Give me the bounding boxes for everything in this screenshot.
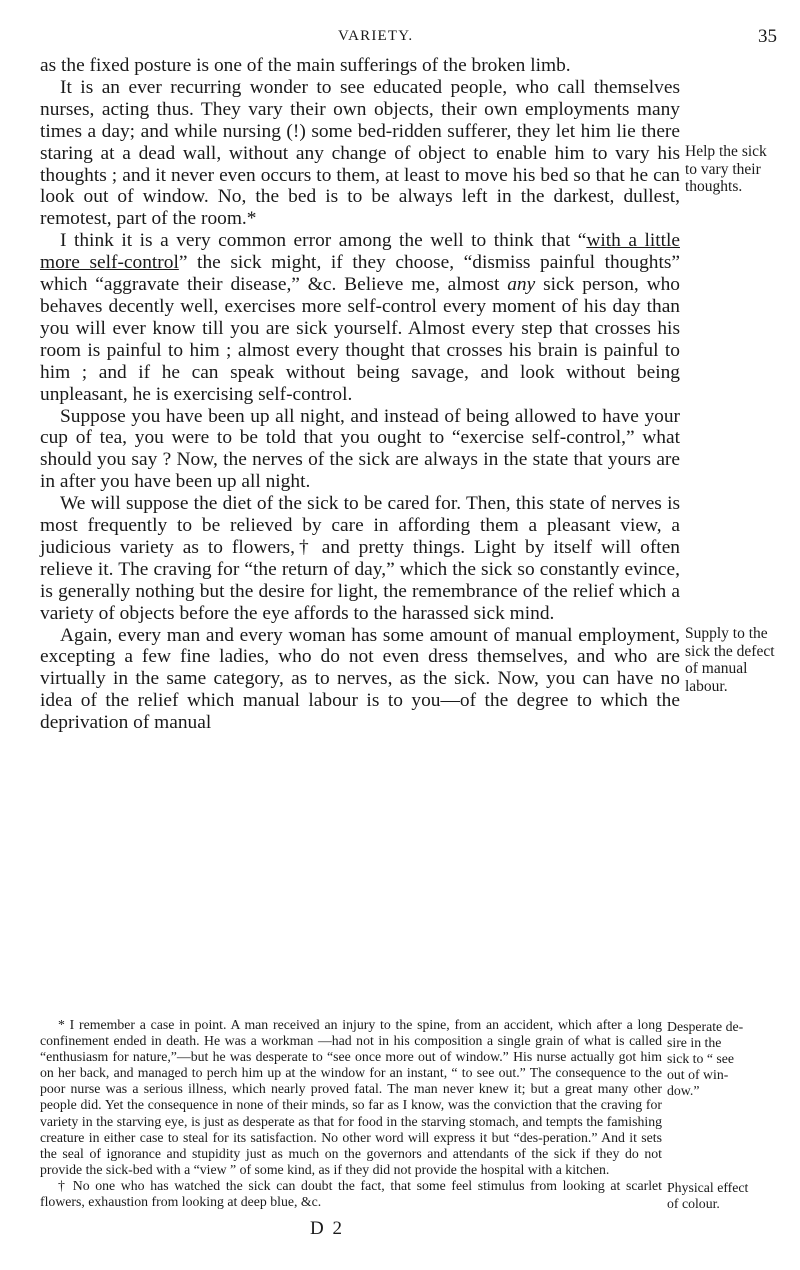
margin-note-supply xyxy=(685,625,800,695)
margin-note-desperate xyxy=(667,1019,800,1099)
page-number: 35 xyxy=(758,26,777,47)
margin-note-line: Help the sick xyxy=(685,143,767,160)
margin-note-line: thoughts. xyxy=(685,178,743,195)
text-run: sick person, who behaves decently well, exercises more self-control every moment of his day than you will ever know till you are sick yourself. Almost every step that crosses his room is painful to him ; almost every thought that crosses his brain is painful to him ; and if he can speak without being savage, and look without being unpleasant, he is exercising self-control. xyxy=(40,274,680,405)
footnote: † No one who has watched the sick can doubt the fact, that some feel stimulus from looking at scarlet flowers, exhaustion from looking at deep blue, &c. xyxy=(40,1177,662,1210)
paragraph: We will suppose the diet of the sick to be cared for. Then, this state of nerves is most frequently to be relieved by care in affording them a pleasant view, a judicious variety as to flowers,† and pretty things. Light by itself will often relieve it. The craving for “the return of day,” which the sick so constantly evince, is generally nothing but the desire for light, the remembrance of the relief which a variety of objects before the eye affords to the harassed sick mind. xyxy=(40,493,680,624)
margin-note-line: Physical effect xyxy=(667,1180,749,1195)
body-text xyxy=(40,55,680,734)
margin-note-line: sire in the xyxy=(667,1035,722,1050)
margin-note-line: sick the defect xyxy=(685,642,775,660)
footnotes xyxy=(40,1017,662,1210)
underlined-phrase: with a little more self-control xyxy=(40,230,680,274)
text-run: I think it is a very common error among the well to think that “ xyxy=(60,230,587,252)
emphasis: any xyxy=(507,274,536,296)
margin-note-line: out of win- xyxy=(667,1067,729,1082)
running-title: VARIETY. xyxy=(338,28,414,44)
margin-note-line: labour. xyxy=(685,677,728,695)
margin-note-line: Desperate de- xyxy=(667,1019,744,1034)
margin-note-line: to vary their xyxy=(685,160,761,178)
paragraph: It is an ever recurring wonder to see educated people, who call themselves nurses, acting thus. They vary their own objects, their own employments many times a day; and while nursing (!) some bed-ridden sufferer, they let him lie there staring at a dead wall, without any change of object to enable him to vary his thoughts ; and it never even occurs to them, at least to move his bed so that he can look out of window. No, the bed is to be always left in the darkest, dullest, remotest, part of the room.* xyxy=(40,76,680,230)
margin-note-line: dow.” xyxy=(667,1083,700,1098)
margin-note-line: sick to “ see xyxy=(667,1051,735,1066)
margin-note-help xyxy=(685,143,800,196)
text-run: ” the sick might, if they choose, “dismiss painful thoughts” which “aggravate their disease,” &c. Believe me, almost xyxy=(40,252,680,296)
footnote: * I remember a case in point. A man received an injury to the spine, from an accident, which after a long confinement ended in death. He was a workman —had not in his composition a single grain of what is called “enthusiasm for nature,”—but he was desperate to “see once more out of window.” His nurse actually got him on her back, and managed to perch him up at the window for an instant, “ to see out.” The consequence to the poor nurse was a serious illness, which nearly proved fatal. The man never knew it; but a great many other people did. Yet the consequence in none of their minds, so far as I know, was the conviction that the craving for variety in the starving eye, is just as desperate as that for food in the starving stomach, and tempts the famishing creature in either case to steal for its satisfaction. No other word will express it but “des-peration.” And it sets the seal of ignorance and stupidity just as much on the governors and attendants of the sick if they do not provide the sick-bed with a “view ” of some kind, as if they did not provide the hospital with a kitchen. xyxy=(40,1017,662,1177)
page-header xyxy=(0,26,800,50)
signature-mark: D 2 xyxy=(310,1218,344,1239)
margin-note-line: Supply to the xyxy=(685,625,768,642)
paragraph: Again, every man and every woman has some amount of manual employment, excepting a few fine ladies, who do not even dress themselves, and who are virtually in the same category, as to nerves, as the sick. Now, you can have no idea of the relief which manual labour is to you—of the degree to which the deprivation of manual xyxy=(40,624,680,734)
paragraph xyxy=(40,230,680,405)
margin-note-line: of colour. xyxy=(667,1196,720,1211)
margin-note-physical xyxy=(667,1180,800,1212)
margin-note-line: of manual xyxy=(685,660,748,677)
paragraph: Suppose you have been up all night, and instead of being allowed to have your cup of tea, you were to be told that you ought to “exercise self-control,” what should you say ? Now, the nerves of the sick are always in the state that yours are in after you have been up all night. xyxy=(40,405,680,493)
paragraph: as the fixed posture is one of the main sufferings of the broken limb. xyxy=(40,55,571,76)
